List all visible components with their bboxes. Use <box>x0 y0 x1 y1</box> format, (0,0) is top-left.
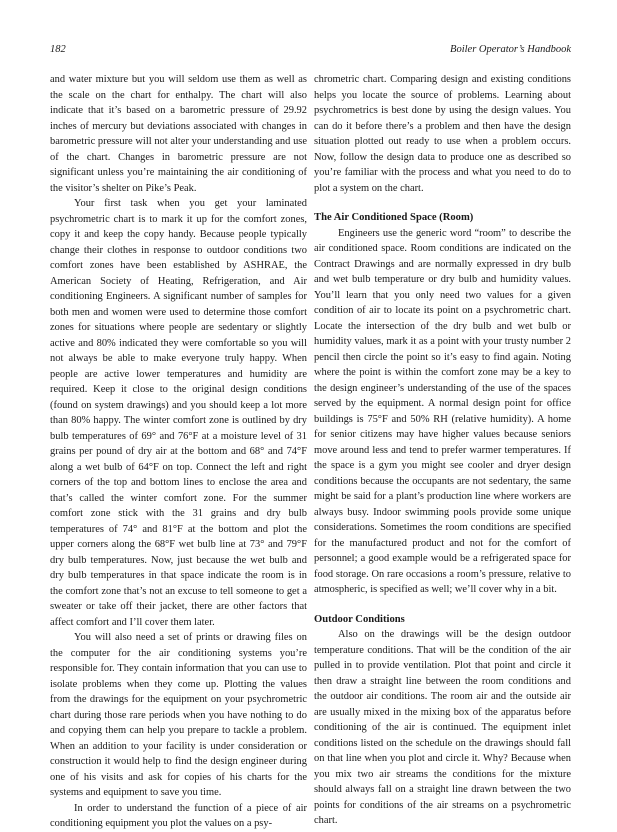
paragraph: Engineers use the generic word “room” to describe the air conditioned space. Room conditions are indicated on the Contract Drawings and are normally expressed in dry bulb and wet bulb temperature or dry bulb and humidity values. You’ll learn that you only need two values for a given condition of air to locate its point on a psychrometric chart. Locate the intersection of the dry bulb and wet bulb or humidity values, mark it as a point with your trusty number 2 pencil then circle the point so it’s easy to find again. Noting where the point is within the comfort zone may be a key to the design engineer’s understanding of the use of the spaces served by the equipment. A normal design point for office buildings is 75°F and 50% RH (relative humidity). A home for senior citizens may have higher values because seniors move around less and tend to prefer warmer temperatures. If the space is a gym you might see cooler and dryer design conditions because the occupants are not sedentary, the same might be said for a plant’s production line where workers are always busy. Indoor swimming pools provide some unique considerations. Sometimes the room conditions are specified for the manufactured product and not for the comfort of personnel; a good example would be a refrigerated space for food storage. On rare occasions a room’s pressure, relative to atmospheric, is specified as well; we’ll cover why in a bit. <box>314 227 571 595</box>
paragraph: Your first task when you get your laminated psychrometric chart is to mark it up for the comfort zones, copy it and keep the copy handy. Because people typically change their clothes in response to outdoor conditions two comfort zones have been established by ASHRAE, the American Society of Heating, Refrigeration, and Air conditioning Engineers. A significant number of samples for both men and women were used to determine those comfort zones for situations where people are sedentary or slightly active and 80% indicated they were comfortable so you will not always be able to make everyone truly happy. When people are active lower temperatures and humidity are required. Keep it close to the original design conditions (found on system drawings) and you should keep a lot more than 80% happy. The winter comfort zone is outlined by dry bulb temperatures of 69° and 76°F at a moisture level of 31 grains per pound of dry air at the bottom and 68° and 74°F along a wet bulb of 64°F on top. Connect the left and right corners of the top and bottom lines to enclose the area and that’s called the winter comfort zone. For the summer comfort zone stick with the 31 grains and dry bulb temperatures of 74° and 81°F at the bottom and plot the upper corners along the 68°F wet bulb line at 73° and 79°F dry bulb temperatures. Now, just because the wet bulb and dry bulb temperatures in that space indicate the room is in the comfort zone that’s not an excuse to tell someone to get a sweater or take off their jacket, there are other factors that affect comfort and I’ll cover them later. <box>50 198 307 628</box>
paragraph: You will also need a set of prints or drawing files on the computer for the air conditioning systems you’re responsible for. They contain information that you can use to isolate problems when they come up. Plotting the values from the drawings for the equipment on your psychrometric chart during those rare periods when you have nothing to do and copying them can help you prepare to tackle a problem. When an addition to your facility is under consideration or construction it would help to find the design engineer during one of his visits and ask for copies of his charts for the systems and equipment to save you time. <box>50 632 307 798</box>
paragraph: and water mixture but you will seldom use them as well as the scale on the chart for enthalpy. The chart will also indicate that it’s based on a barometric pressure of 29.92 inches of mercury but deviations associated with changes in barometric pressure will not alter your understanding and use of the chart. Changes in barometric pressure are not significant unless you’re maintaining the air conditioning of the visitor’s shelter on Pike’s Peak. <box>50 74 307 194</box>
left-column <box>50 72 307 832</box>
section-heading: The Air Conditioned Space (Room) <box>314 212 474 223</box>
paragraph: chrometric chart. Comparing design and existing conditions helps you locate the source of problems. Learning about psychrometrics is best done by using the design values. You can do it before there’s a problem and then have the design situation plotted out ready to use when a problem occurs. Now, follow the design data to produce one as described so you’re familiar with the process and what you need to do to plot a system on the chart. <box>314 74 571 194</box>
paragraph: In order to understand the function of a piece of air conditioning equipment you plot the values on a psy- <box>50 802 307 829</box>
paragraph: Also on the drawings will be the design outdoor temperature conditions. That will be the condition of the air pulled in to provide ventilation. Plot that point and circle it then draw a straight line between the room conditions and the outdoor air conditions. The room air and the outside air are usually mixed in the mixing box of the apparatus before conditioning of the air is continued. The equipment inlet conditions listed on the schedule on the drawings should fall on that line when you plot and circle it. Why? Because when you mix two air streams the conditions for the mixture should always fall on a straight line drawn between the two points for conditions of the air streams on a psychrometric chart. <box>314 629 571 826</box>
right-column <box>314 72 571 829</box>
page-number: 182 <box>50 44 66 55</box>
section-heading: Outdoor Conditions <box>314 613 405 625</box>
running-header-title: Boiler Operator’s Handbook <box>450 44 571 55</box>
